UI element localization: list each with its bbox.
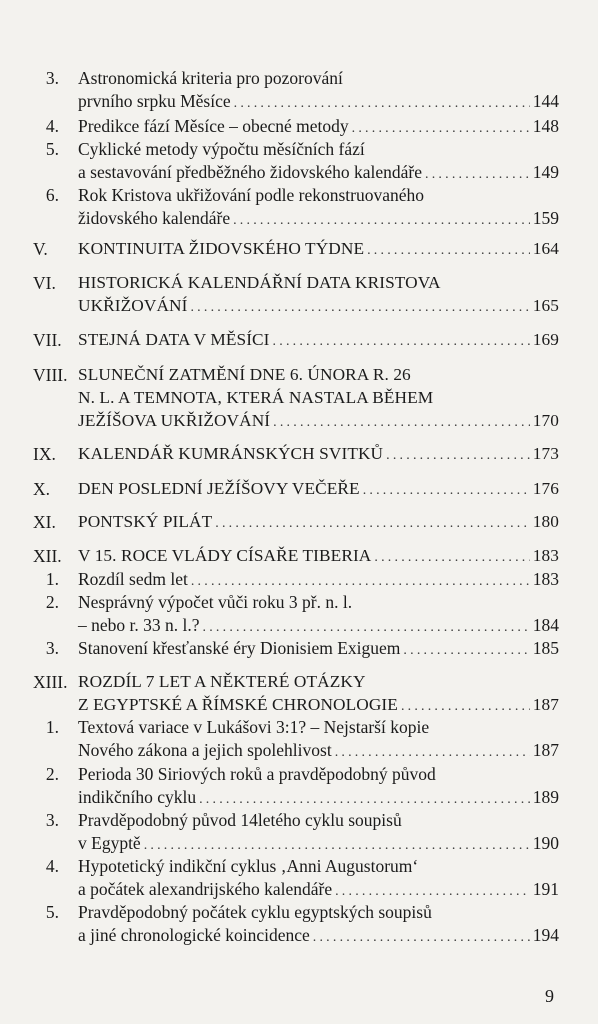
chapter-title-line: DEN POSLEDNÍ JEŽÍŠOVY VEČEŘE ..... 176 xyxy=(78,478,559,502)
chapter-number: V. xyxy=(33,239,48,259)
entry-title-line: v Egyptě ..... 190 xyxy=(78,832,559,857)
entry-title-line: Textová variace v Lukášovi 3:1? – Nejstarší kopie xyxy=(78,717,430,737)
entry-title-line: Pravděpodobný počátek cyklu egyptských soupisů xyxy=(78,902,432,922)
entry-title-line: Hypotetický indikční cyklus ‚Anni Augustorum‘ xyxy=(78,856,419,876)
entry-title-line: židovského kalendáře ..... 159 xyxy=(78,207,559,232)
leader-dots xyxy=(313,927,530,949)
chapter-title-line: V 15. ROCE VLÁDY CÍSAŘE TIBERIA ..... 183 xyxy=(78,545,559,569)
chapter-number: XI. xyxy=(33,512,56,532)
entry-number: 2. xyxy=(45,592,59,612)
leader-dots xyxy=(273,331,530,353)
leader-dots xyxy=(403,640,529,662)
page-ref: 173 xyxy=(532,444,559,463)
chapter-title-line: STEJNÁ DATA V MĚSÍCI ..... 169 xyxy=(78,329,559,353)
entry-number: 4. xyxy=(45,116,59,136)
entry-title-line: – nebo r. 33 n. l.? ..... 184 xyxy=(78,614,559,639)
leader-dots xyxy=(199,789,530,811)
page-ref: 149 xyxy=(532,162,559,182)
page-ref: 184 xyxy=(532,615,559,635)
leader-dots xyxy=(190,297,529,319)
chapter-title-line: KONTINUITA ŽIDOVSKÉHO TÝDNE ..... 164 xyxy=(78,238,559,262)
page-ref: 148 xyxy=(532,116,559,136)
leader-dots xyxy=(335,881,530,903)
page-ref: 164 xyxy=(532,239,559,258)
entry-number: 5. xyxy=(45,902,59,922)
page-ref: 183 xyxy=(532,546,559,565)
page-ref: 187 xyxy=(532,695,559,714)
leader-dots xyxy=(363,480,530,502)
page-ref: 169 xyxy=(532,330,559,349)
leader-dots xyxy=(215,513,529,535)
entry-number: 1. xyxy=(45,717,59,737)
chapter-title-line: HISTORICKÁ KALENDÁŘNÍ DATA KRISTOVA xyxy=(78,273,441,292)
leader-dots xyxy=(233,210,530,232)
chapter-title-line: PONTSKÝ PILÁT ..... 180 xyxy=(78,511,559,535)
entry-title-line: indikčního cyklu ..... 189 xyxy=(78,786,559,811)
entry-number: 6. xyxy=(45,185,59,205)
entry-title-line: Rozdíl sedm let ..... 183 xyxy=(78,568,559,593)
chapter-title-line: Z EGYPTSKÉ A ŘÍMSKÉ CHRONOLOGIE ..... 187 xyxy=(78,694,559,718)
entry-title-line: a sestavování předběžného židovského kalendáře ..... 149 xyxy=(78,161,559,186)
chapter-number: XIII. xyxy=(33,672,68,692)
entry-number: 1. xyxy=(45,569,59,589)
leader-dots xyxy=(191,571,530,593)
entry-number: 2. xyxy=(45,764,59,784)
entry-title-line: prvního srpku Měsíce ..... 144 xyxy=(78,90,559,115)
entry-number: 3. xyxy=(45,68,59,88)
page-ref: 189 xyxy=(532,787,559,807)
page-ref: 185 xyxy=(532,638,559,658)
page-ref: 191 xyxy=(532,879,559,899)
page-ref: 190 xyxy=(532,833,559,853)
chapter-title-line: KALENDÁŘ KUMRÁNSKÝCH SVITKŮ ..... 173 xyxy=(78,443,559,467)
leader-dots xyxy=(273,412,530,434)
entry-title-line: Rok Kristova ukřižování podle rekonstruovaného xyxy=(78,185,425,205)
entry-title-line: Nesprávný výpočet vůči roku 3 př. n. l. xyxy=(78,592,353,612)
leader-dots xyxy=(335,742,530,764)
chapter-title-line: SLUNEČNÍ ZATMĚNÍ DNE 6. ÚNORA R. 26 xyxy=(78,365,411,384)
page-ref: 187 xyxy=(532,740,559,760)
chapter-number: XII. xyxy=(33,546,62,566)
chapter-number: VIII. xyxy=(33,365,68,385)
chapter-number: VII. xyxy=(33,330,62,350)
leader-dots xyxy=(374,547,529,569)
leader-dots xyxy=(425,164,530,186)
chapter-title-line: JEŽÍŠOVA UKŘIŽOVÁNÍ ..... 170 xyxy=(78,410,559,434)
leader-dots xyxy=(401,696,530,718)
leader-dots xyxy=(203,617,530,639)
entry-number: 5. xyxy=(45,139,59,159)
entry-title-line: Predikce fází Měsíce – obecné metody ..... 148 xyxy=(78,115,559,140)
entry-title-line: Cyklické metody výpočtu měsíčních fází xyxy=(78,139,365,159)
chapter-number: X. xyxy=(33,479,51,499)
chapter-title-line: ROZDÍL 7 LET A NĚKTERÉ OTÁZKY xyxy=(78,672,366,691)
entry-title-line: a počátek alexandrijského kalendáře ..... 191 xyxy=(78,878,559,903)
leader-dots xyxy=(144,835,530,857)
page-ref: 194 xyxy=(532,925,559,945)
entry-title-line: Nového zákona a jejich spolehlivost ..... 187 xyxy=(78,739,559,764)
leader-dots xyxy=(367,240,530,262)
page-ref: 159 xyxy=(532,208,559,228)
page-ref: 165 xyxy=(532,296,559,315)
leader-dots xyxy=(352,118,530,140)
page-ref: 144 xyxy=(532,91,559,111)
entry-title-line: Pravděpodobný původ 14letého cyklu soupisů xyxy=(78,810,402,830)
page-ref: 176 xyxy=(532,479,559,498)
entry-title-line: a jiné chronologické koincidence ..... 194 xyxy=(78,924,559,949)
entry-title-line: Stanovení křesťanské éry Dionisiem Exiguem ..... 185 xyxy=(78,637,559,662)
page-number: 9 xyxy=(545,986,554,1006)
entry-number: 3. xyxy=(45,638,59,658)
leader-dots xyxy=(386,445,530,467)
chapter-title-line: N. L. A TEMNOTA, KTERÁ NASTALA BĚHEM xyxy=(78,388,434,407)
page-ref: 170 xyxy=(532,411,559,430)
page-ref: 180 xyxy=(532,512,559,531)
entry-number: 4. xyxy=(45,856,59,876)
entry-title-line: Astronomická kriteria pro pozorování xyxy=(78,68,343,88)
leader-dots xyxy=(234,93,530,115)
chapter-number: VI. xyxy=(33,273,56,293)
page-ref: 183 xyxy=(532,569,559,589)
chapter-title-line: UKŘIŽOVÁNÍ ..... 165 xyxy=(78,295,559,319)
entry-number: 3. xyxy=(45,810,59,830)
chapter-number: IX. xyxy=(33,444,56,464)
entry-title-line: Perioda 30 Siriových roků a pravděpodobný původ xyxy=(78,764,436,784)
